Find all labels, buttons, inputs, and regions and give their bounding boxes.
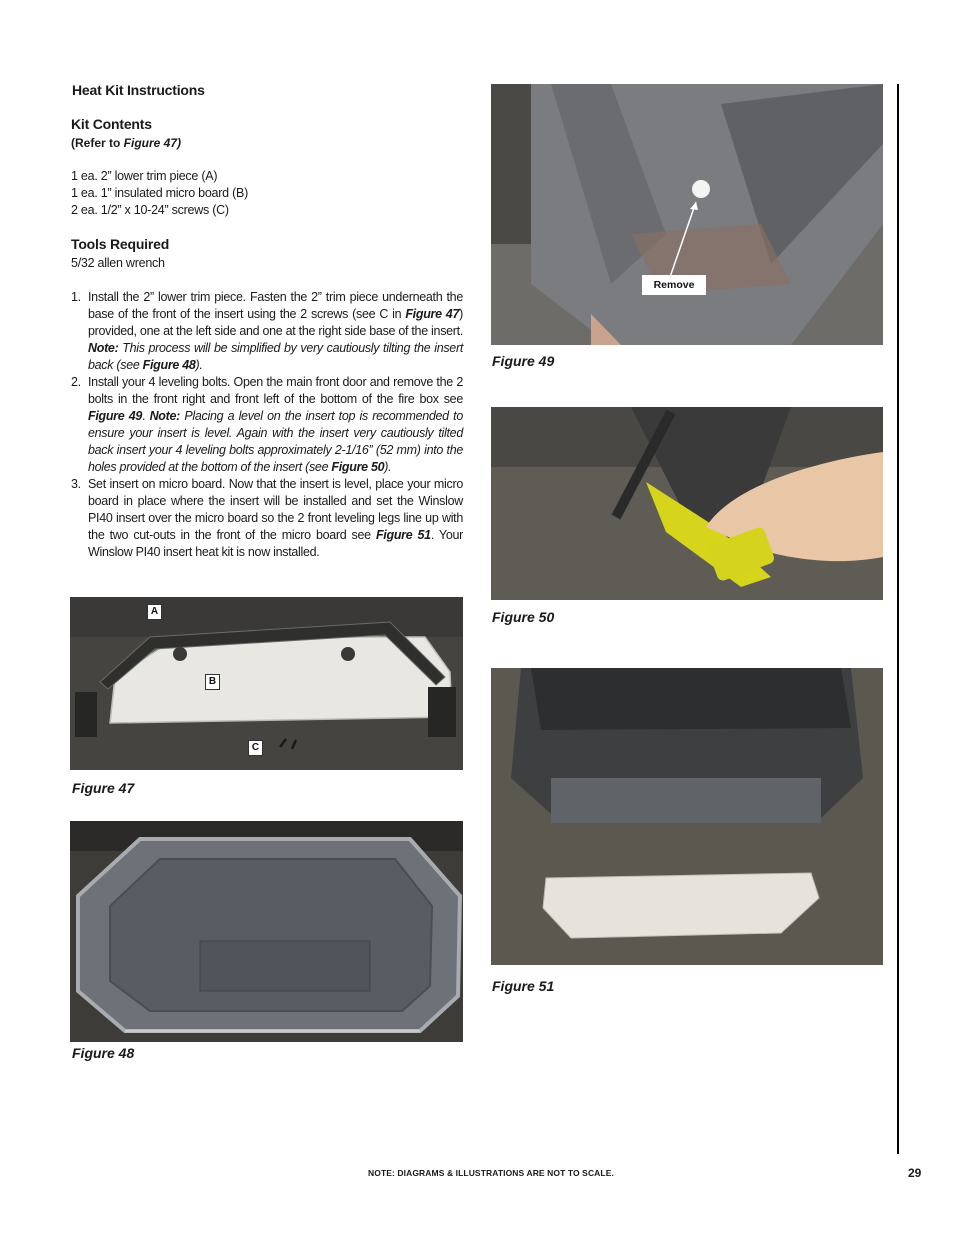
- kit-item: 1 ea. 2” lower trim piece (A): [71, 169, 218, 183]
- page-number: 29: [908, 1166, 922, 1180]
- figure-ref: Figure 50: [331, 460, 385, 474]
- vertical-rule: [897, 84, 899, 1154]
- step-2: [71, 374, 463, 476]
- figure-50-caption: Figure 50: [492, 609, 555, 625]
- step-number: 1.: [71, 290, 81, 304]
- note-text: ).: [195, 358, 203, 372]
- footer-note: NOTE: DIAGRAMS & ILLUSTRATIONS ARE NOT TO SCALE.: [368, 1168, 614, 1178]
- step-text: Install your 4 leveling bolts. Open the main front door and remove the 2 bolts in the front right and front left of the bottom of the fire box see: [88, 375, 463, 406]
- figure-ref: Figure 48: [142, 358, 196, 372]
- figure-50-illustration: [491, 407, 883, 600]
- figure-49-illustration: [491, 84, 883, 345]
- step-text: . Your Winslow PI40 insert heat kit is now installed.: [88, 528, 463, 559]
- figure-51-illustration: [491, 668, 883, 965]
- step-text: .: [142, 409, 150, 423]
- figure-ref: Figure 49: [88, 409, 143, 423]
- step-text: ) provided, one at the left side and one at the right side base of the insert.: [88, 307, 463, 338]
- kit-item: 1 ea. 1” insulated micro board (B): [71, 186, 249, 200]
- kit-contents-title: Kit Contents: [71, 116, 152, 132]
- figure-47-photo: [70, 597, 463, 770]
- label-a: A: [147, 604, 162, 620]
- refer-figure: Figure 47): [123, 136, 182, 150]
- figure-50-photo: [491, 407, 883, 600]
- instruction-steps: [71, 289, 463, 561]
- kit-contents-refer: [71, 136, 181, 150]
- step-text: Set insert on micro board. Now that the insert is level, place your micro board in place where the insert will be installed and set the Winslow PI40 insert over the micro board so the 2 front leveling legs line up with the two cut-outs in the front of the micro board see: [88, 477, 463, 542]
- figure-49-caption: Figure 49: [492, 353, 555, 369]
- remove-label: Remove: [642, 275, 706, 295]
- step-number: 3.: [71, 477, 81, 491]
- figure-ref: Figure 47: [405, 307, 460, 321]
- tools-title: Tools Required: [71, 236, 170, 252]
- label-c: C: [248, 740, 263, 756]
- label-b: B: [205, 674, 220, 690]
- figure-48-illustration: [70, 821, 463, 1042]
- step-number: 2.: [71, 375, 81, 389]
- step-text: Install the 2” lower trim piece. Fasten the 2” trim piece underneath the base of the front of the insert using the 2 screws (see C in: [88, 290, 463, 321]
- tools-text: 5/32 allen wrench: [71, 256, 165, 270]
- figure-48-photo: [70, 821, 463, 1042]
- figure-47-illustration: [70, 597, 463, 770]
- note-label: Note:: [88, 341, 119, 355]
- figure-ref: Figure 51: [375, 528, 431, 542]
- figure-49-photo: [491, 84, 883, 345]
- kit-contents-list: [71, 168, 248, 219]
- step-1: [71, 289, 463, 374]
- note-text: This process will be simplified by very cautiously tilting the insert back (see: [88, 341, 463, 372]
- step-3: [71, 476, 463, 561]
- kit-item: 2 ea. 1/2” x 10-24” screws (C): [71, 203, 229, 217]
- refer-prefix: (Refer to: [71, 136, 124, 150]
- note-label: Note:: [149, 409, 181, 423]
- note-text: Placing a level on the insert top is recommended to ensure your insert is level. Again with the insert very cautiously tilted back insert your 4 leveling bolts approximately 2-1/16” (52 mm) into the holes provided at the bottom of the insert (see: [88, 409, 463, 474]
- figure-48-caption: Figure 48: [72, 1045, 135, 1061]
- figure-51-caption: Figure 51: [492, 978, 555, 994]
- note-text: ).: [384, 460, 392, 474]
- figure-51-photo: [491, 668, 883, 965]
- page-heading: Heat Kit Instructions: [72, 82, 205, 98]
- figure-47-caption: Figure 47: [72, 780, 135, 796]
